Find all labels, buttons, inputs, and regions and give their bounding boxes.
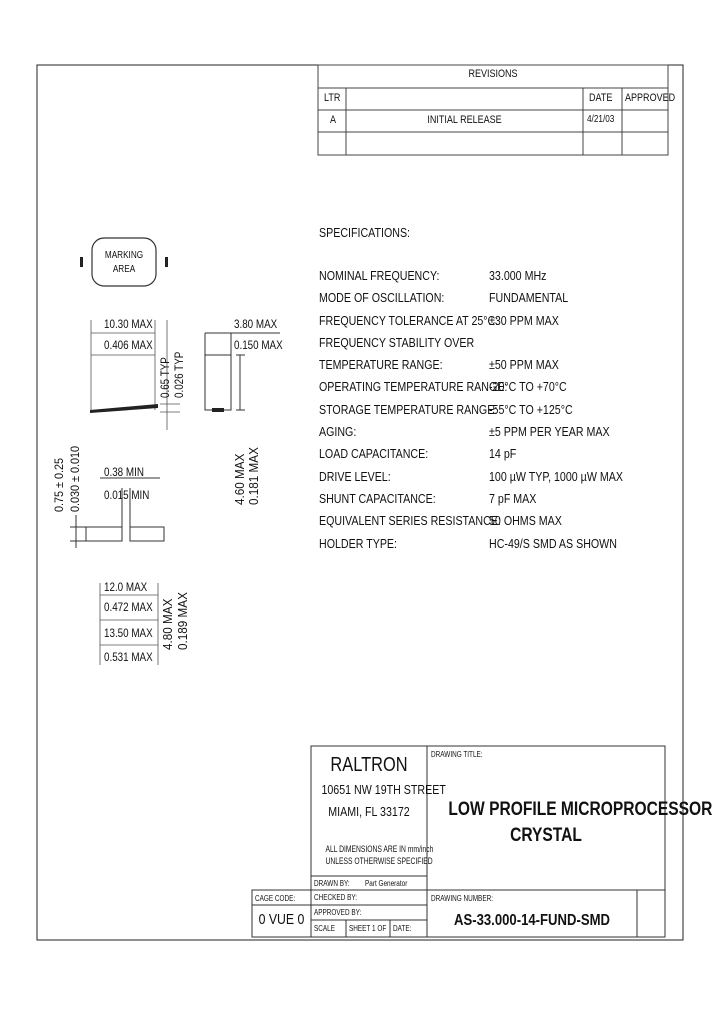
drawing-number-label: DRAWING NUMBER: — [431, 894, 493, 903]
specs-heading: SPECIFICATIONS: — [319, 225, 411, 240]
revisions-title: REVISIONS — [468, 68, 518, 80]
spec-label: FREQUENCY TOLERANCE AT 25°C: — [319, 312, 499, 328]
spec-value: HC-49/S SMD AS SHOWN — [489, 535, 617, 551]
spec-value: 33.000 MHz — [489, 268, 547, 283]
spec-row — [319, 313, 679, 335]
company-name: RALTRON — [330, 754, 408, 776]
approved-by-label: APPROVED BY: — [314, 908, 362, 917]
spec-value: 7 pF MAX — [489, 490, 537, 506]
top-view-outline — [92, 238, 156, 286]
checked-by-label: CHECKED BY: — [314, 893, 358, 902]
dim-top-height-mm: 0.65 TYP — [158, 357, 172, 398]
dim-top-height-in: 0.026 TYP — [172, 351, 186, 398]
spec-label: NOMINAL FREQUENCY: — [319, 268, 440, 283]
revisions-header-date: DATE — [589, 92, 613, 104]
cage-code-label: CAGE CODE: — [255, 894, 296, 903]
spec-row — [319, 335, 679, 357]
spec-row — [319, 536, 679, 558]
dim-top-width-in: 0.406 MAX — [104, 338, 153, 352]
spec-row — [319, 446, 679, 468]
drawing-title-label: DRAWING TITLE: — [431, 750, 483, 759]
dim-bottom-height-in: 0.189 MAX — [175, 592, 190, 650]
spec-value: -55°C TO +125°C — [489, 401, 573, 417]
spec-value: 50 OHMS MAX — [489, 513, 562, 529]
spec-label: FREQUENCY STABILITY OVER — [319, 334, 475, 350]
drawing-title-line-1: LOW PROFILE MICROPROCESSOR — [448, 799, 713, 820]
revision-row-desc: INITIAL RELEASE — [427, 114, 502, 126]
marking-area-label-2: AREA — [112, 264, 136, 275]
dim-gap-in: 0.015 MIN — [104, 488, 150, 502]
dim-bottom-height-mm: 4.80 MAX — [160, 598, 175, 650]
spec-value: 100 µW TYP, 1000 µW MAX — [489, 468, 623, 484]
units-note-2: UNLESS OTHERWISE SPECIFIED — [325, 856, 433, 866]
dim-top-width-mm: 10.30 MAX — [104, 317, 153, 331]
cage-code-value: 0 VUE 0 — [258, 911, 305, 928]
sheet-label: SHEET 1 OF — [349, 924, 387, 933]
dim-gap-mm: 0.38 MIN — [104, 465, 144, 479]
drawing-number-value: AS-33.000-14-FUND-SMD — [453, 912, 611, 929]
revision-row-date: 4/21/03 — [587, 114, 615, 125]
spec-label: AGING: — [319, 424, 357, 440]
spec-value: ±30 PPM MAX — [489, 312, 559, 328]
specs-list — [319, 268, 679, 558]
marking-area-label-1: MARKING — [104, 250, 144, 261]
drawn-by-value: Part Generator — [365, 879, 408, 888]
spec-value: 14 pF — [489, 446, 517, 462]
revisions-header-approved: APPROVED — [625, 92, 676, 104]
revision-row-ltr: A — [330, 114, 337, 126]
spec-label: STORAGE TEMPERATURE RANGE: — [319, 401, 498, 417]
spec-row — [319, 513, 679, 535]
spec-label: LOAD CAPACITANCE: — [319, 446, 429, 462]
spec-label: HOLDER TYPE: — [319, 535, 398, 551]
spec-value: ±5 PPM PER YEAR MAX — [489, 424, 610, 440]
spec-label: DRIVE LEVEL: — [319, 468, 391, 484]
flat-profile — [90, 404, 158, 413]
spec-label: MODE OF OSCILLATION: — [319, 290, 445, 306]
drawn-by-label: DRAWN BY: — [314, 879, 350, 888]
dim-length2-mm: 13.50 MAX — [104, 626, 153, 640]
dim-side-height-mm: 4.60 MAX — [232, 453, 247, 505]
spec-value: -20°C TO +70°C — [489, 379, 567, 395]
spec-value: FUNDAMENTAL — [489, 290, 569, 306]
spec-row — [319, 290, 679, 312]
spec-label: EQUIVALENT SERIES RESISTANCE: — [319, 513, 501, 529]
dim-length1-mm: 12.0 MAX — [104, 580, 148, 594]
spec-label: SHUNT CAPACITANCE: — [319, 490, 436, 506]
dim-length2-in: 0.531 MAX — [104, 650, 153, 664]
company-address-1: 10651 NW 19TH STREET — [321, 782, 446, 797]
dim-side-width-mm: 3.80 MAX — [234, 317, 278, 331]
spec-row — [319, 268, 679, 290]
spec-row — [319, 379, 679, 401]
top-width-dimension — [91, 320, 155, 410]
spec-row — [319, 357, 679, 379]
scale-label: SCALE — [314, 924, 335, 933]
date-label: DATE: — [393, 924, 412, 933]
dim-side-width-in: 0.150 MAX — [234, 338, 283, 352]
dim-pad-height-in: 0.030 ± 0.010 — [68, 446, 82, 512]
dim-side-height-in: 0.181 MAX — [246, 447, 261, 505]
dim-length1-in: 0.472 MAX — [104, 600, 153, 614]
spec-label: OPERATING TEMPERATURE RANGE: — [319, 379, 508, 395]
spec-value: ±50 PPM MAX — [489, 357, 559, 373]
dim-pad-height-mm: 0.75 ± 0.25 — [52, 458, 66, 512]
spec-label: TEMPERATURE RANGE: — [319, 357, 443, 373]
drawing-title-line-2: CRYSTAL — [510, 825, 582, 846]
revisions-header-ltr: LTR — [324, 92, 341, 104]
spec-row — [319, 424, 679, 446]
spec-row — [319, 469, 679, 491]
units-note-1: ALL DIMENSIONS ARE IN mm/inch — [325, 844, 434, 854]
spec-row — [319, 402, 679, 424]
spec-row — [319, 491, 679, 513]
company-address-2: MIAMI, FL 33172 — [328, 804, 410, 819]
